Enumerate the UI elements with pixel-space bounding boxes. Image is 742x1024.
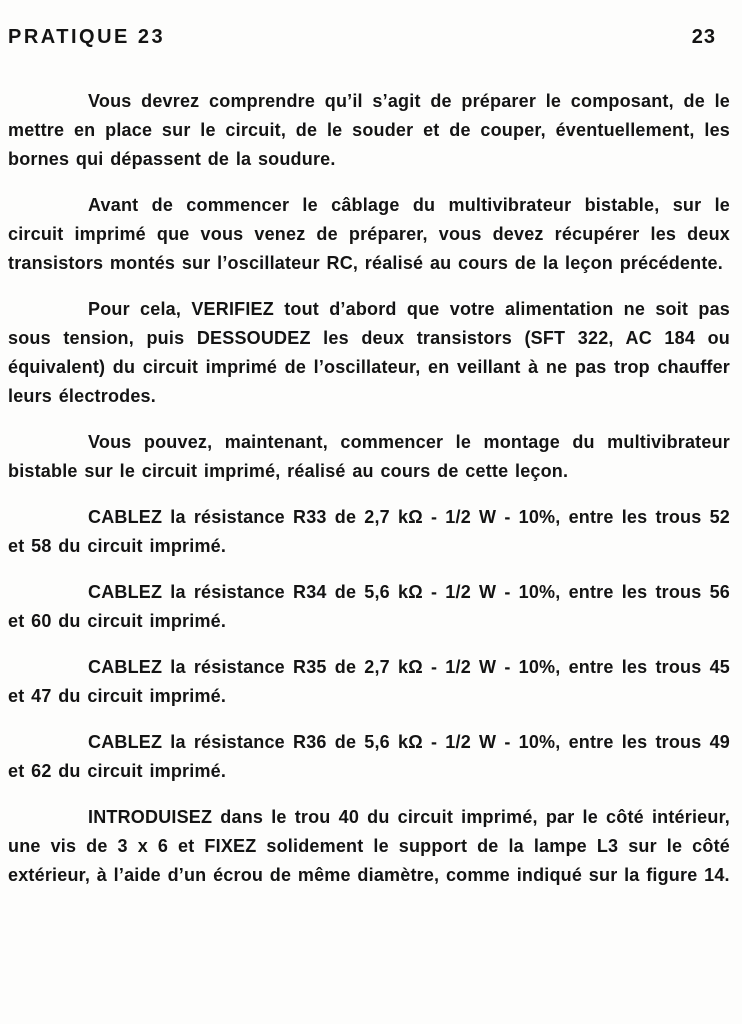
- page-header: [8, 24, 730, 50]
- paragraph-cablez-r33: CABLEZ la résistance R33 de 2,7 kΩ - 1/2 W - 10%, entre les trous 52 et 58 du circuit imprimé.: [8, 507, 730, 556]
- paragraph-cablez-r36: CABLEZ la résistance R36 de 5,6 kΩ - 1/2 W - 10%, entre les trous 49 et 62 du circuit imprimé.: [8, 732, 730, 781]
- paragraph-verifiez-dessoudez: Pour cela, VERIFIEZ tout d’abord que votre alimentation ne soit pas sous tension, puis DESSOUDEZ les deux transistors (SFT 322, AC 184 ou équivalent) du circuit imprimé de l’oscillateur, en veillant à ne pas trop chauffer leurs électrodes.: [8, 299, 730, 406]
- paragraph-intro: Vous devrez comprendre qu’il s’agit de préparer le composant, de le mettre en place sur le circuit, de le souder et de couper, éventuellement, les bornes qui dépassent de la soudure.: [8, 91, 730, 169]
- page-body: [8, 87, 730, 890]
- running-title: PRATIQUE 23: [8, 26, 166, 48]
- paragraph-introduisez-vis: INTRODUISEZ dans le trou 40 du circuit imprimé, par le côté intérieur, une vis de 3 x 6 et FIXEZ solidement le support de la lampe L3 sur le côté extérieur, à l’aide d’un écrou de même diamètre, comme indiqué sur la figure 14.: [8, 807, 730, 885]
- page-number: 23: [691, 26, 716, 48]
- paragraph-cablez-r35: CABLEZ la résistance R35 de 2,7 kΩ - 1/2 W - 10%, entre les trous 45 et 47 du circuit imprimé.: [8, 657, 730, 706]
- paragraph-avant-cablage: Avant de commencer le câblage du multivibrateur bistable, sur le circuit imprimé que vous venez de préparer, vous devez récupérer les deux transistors montés sur l’oscillateur RC, réalisé au cours de la leçon précédente.: [8, 195, 730, 273]
- paragraph-montage: Vous pouvez, maintenant, commencer le montage du multivibrateur bistable sur le circuit imprimé, réalisé au cours de cette leçon.: [8, 432, 730, 481]
- paragraph-cablez-r34: CABLEZ la résistance R34 de 5,6 kΩ - 1/2 W - 10%, entre les trous 56 et 60 du circuit imprimé.: [8, 582, 730, 631]
